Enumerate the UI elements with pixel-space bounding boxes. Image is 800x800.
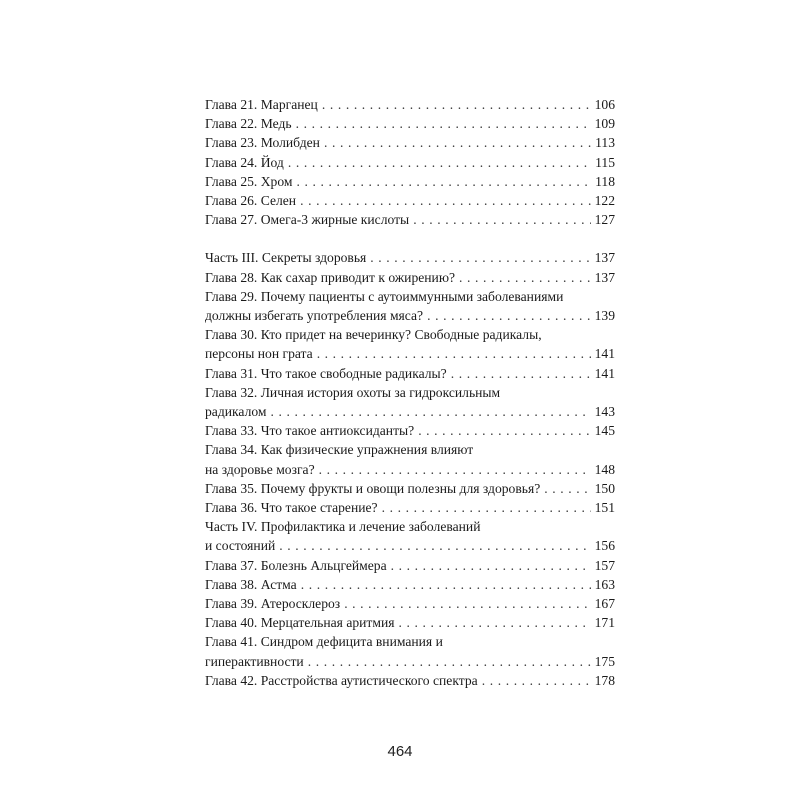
toc-entry-title: Глава 36. Что такое старение? <box>205 500 378 516</box>
page-number: 464 <box>387 743 413 760</box>
toc-entry-line <box>205 632 615 651</box>
toc-entry <box>205 364 615 383</box>
toc-entry-line <box>205 95 615 114</box>
toc-entry <box>205 287 615 325</box>
toc-entry-page: 167 <box>594 596 615 612</box>
toc-dot-leader <box>413 210 590 229</box>
toc-entry <box>205 248 615 267</box>
toc-entry-title: должны избегать употребления мяса? <box>205 308 424 324</box>
toc-entry-line <box>205 344 615 363</box>
toc-entry-title: Глава 29. Почему пациенты с аутоиммунными заболеваниями <box>205 288 564 304</box>
toc-entry-page: 106 <box>594 97 615 112</box>
toc-entry <box>205 632 615 670</box>
toc-entry <box>205 383 615 421</box>
toc-entry-page: 163 <box>594 576 615 592</box>
toc-entry-line <box>205 306 615 325</box>
toc-entry-title: Глава 28. Как сахар приводит к ожирению? <box>205 269 456 285</box>
toc-entry-line <box>205 498 615 517</box>
toc-dot-leader <box>482 671 591 690</box>
table-of-contents <box>205 95 615 690</box>
toc-entry-page: 137 <box>594 250 615 266</box>
toc-entry-page: 145 <box>594 423 615 439</box>
toc-entry-title: гиперактивности <box>205 653 304 669</box>
toc-entry-title: Глава 24. Йод <box>205 154 284 170</box>
toc-entry <box>205 95 615 114</box>
toc-entry-line <box>205 536 615 555</box>
toc-entry-line <box>205 210 615 229</box>
toc-dot-leader <box>322 95 591 114</box>
toc-entry-title: Глава 25. Хром <box>205 173 293 189</box>
toc-dot-leader <box>308 652 591 671</box>
toc-entry <box>205 671 615 690</box>
toc-entry-title: Глава 38. Астма <box>205 576 297 592</box>
toc-entry-line <box>205 364 615 383</box>
toc-dot-leader <box>279 536 590 555</box>
toc-entry-title: Глава 21. Марганец <box>205 97 318 112</box>
toc-entry-title: Глава 42. Расстройства аутистического спектра <box>205 672 478 688</box>
toc-dot-leader <box>382 498 591 517</box>
toc-entry-line <box>205 248 615 267</box>
toc-entry-title: Глава 32. Личная история охоты за гидроксильным <box>205 384 501 400</box>
toc-entry-page: 139 <box>594 308 615 324</box>
toc-dot-leader <box>459 268 591 287</box>
toc-entry-page: 141 <box>594 346 615 362</box>
toc-entry-line <box>205 671 615 690</box>
toc-entry <box>205 594 615 613</box>
toc-entry-line <box>205 517 615 536</box>
toc-dot-leader <box>427 306 591 325</box>
toc-entry-page: 151 <box>594 500 615 516</box>
toc-entry-line <box>205 133 615 152</box>
toc-entry <box>205 325 615 363</box>
toc-entry-page: 156 <box>594 538 615 554</box>
toc-entry-title: радикалом <box>205 404 267 420</box>
toc-group-health <box>205 248 615 690</box>
toc-entry <box>205 613 615 632</box>
toc-dot-leader <box>370 248 590 267</box>
toc-dot-leader <box>544 479 590 498</box>
toc-group-minerals <box>205 95 615 229</box>
toc-entry-line <box>205 613 615 632</box>
toc-entry <box>205 191 615 210</box>
toc-entry-line <box>205 460 615 479</box>
toc-entry-page: 115 <box>595 154 615 170</box>
toc-entry-title: на здоровье мозга? <box>205 461 315 477</box>
toc-entry-line <box>205 421 615 440</box>
toc-entry-title: Глава 30. Кто придет на вечеринку? Свободные радикалы, <box>205 327 542 343</box>
toc-entry <box>205 210 615 229</box>
toc-dot-leader <box>288 153 591 172</box>
toc-entry-line <box>205 556 615 575</box>
toc-entry-title: Глава 34. Как физические упражнения влияют <box>205 442 474 458</box>
toc-entry-title: Глава 22. Медь <box>205 116 292 132</box>
toc-entry-page: 178 <box>594 672 615 688</box>
toc-entry-line <box>205 325 615 344</box>
toc-entry-title: Часть IV. Профилактика и лечение заболеваний <box>205 519 481 535</box>
toc-entry-page: 118 <box>595 173 615 189</box>
toc-entry-title: Глава 39. Атеросклероз <box>205 596 341 612</box>
toc-entry-page: 143 <box>594 404 615 420</box>
toc-entry-page: 109 <box>594 116 615 132</box>
toc-entry <box>205 479 615 498</box>
toc-entry-title: Глава 33. Что такое антиоксиданты? <box>205 423 415 439</box>
toc-entry-title: Глава 27. Омега-3 жирные кислоты <box>205 212 410 228</box>
toc-entry-title: Глава 26. Селен <box>205 193 297 209</box>
toc-entry-line <box>205 191 615 210</box>
toc-entry-page: 127 <box>594 212 615 228</box>
toc-entry-title: Глава 31. Что такое свободные радикалы? <box>205 365 447 381</box>
toc-entry-page: 122 <box>594 193 615 209</box>
toc-dot-leader <box>324 133 591 152</box>
toc-entry-line <box>205 268 615 287</box>
toc-entry-page: 113 <box>595 135 615 151</box>
toc-entry-line <box>205 479 615 498</box>
toc-entry-title: Часть III. Секреты здоровья <box>205 250 367 266</box>
toc-entry-line <box>205 153 615 172</box>
toc-entry-title: персоны нон грата <box>205 346 313 362</box>
toc-entry-title: Глава 41. Синдром дефицита внимания и <box>205 634 443 650</box>
toc-entry-line <box>205 402 615 421</box>
toc-dot-leader <box>399 613 591 632</box>
toc-entry <box>205 440 615 478</box>
toc-dot-leader <box>301 575 591 594</box>
toc-dot-leader <box>418 421 590 440</box>
toc-entry-page: 141 <box>594 365 615 381</box>
toc-dot-leader <box>296 114 591 133</box>
toc-entry-title: Глава 40. Мерцательная аритмия <box>205 615 395 631</box>
toc-entry <box>205 517 615 555</box>
toc-dot-leader <box>391 556 591 575</box>
toc-entry-page: 137 <box>594 269 615 285</box>
toc-dot-leader <box>296 172 591 191</box>
toc-entry-line <box>205 287 615 306</box>
toc-dot-leader <box>271 402 591 421</box>
toc-entry-line <box>205 594 615 613</box>
toc-entry <box>205 575 615 594</box>
toc-entry-title: Глава 37. Болезнь Альцгеймера <box>205 557 387 573</box>
toc-entry-page: 171 <box>594 615 615 631</box>
toc-entry <box>205 172 615 191</box>
toc-entry-title: и состояний <box>205 538 276 554</box>
toc-dot-leader <box>317 344 591 363</box>
toc-entry <box>205 114 615 133</box>
toc-entry-line <box>205 652 615 671</box>
toc-entry <box>205 556 615 575</box>
toc-dot-leader <box>300 191 591 210</box>
toc-entry-page: 148 <box>594 461 615 477</box>
toc-entry-line <box>205 383 615 402</box>
toc-entry <box>205 133 615 152</box>
toc-entry <box>205 153 615 172</box>
toc-entry-page: 175 <box>594 653 615 669</box>
toc-entry-line <box>205 440 615 459</box>
toc-entry-line <box>205 114 615 133</box>
toc-entry <box>205 421 615 440</box>
toc-section-gap <box>205 229 615 248</box>
toc-entry-page: 157 <box>594 557 615 573</box>
toc-dot-leader <box>451 364 591 383</box>
toc-entry <box>205 268 615 287</box>
toc-entry-title: Глава 35. Почему фрукты и овощи полезны для здоровья? <box>205 480 541 496</box>
toc-dot-leader <box>344 594 590 613</box>
toc-dot-leader <box>319 460 591 479</box>
toc-entry-line <box>205 172 615 191</box>
toc-entry-page: 150 <box>594 480 615 496</box>
toc-entry-line <box>205 575 615 594</box>
toc-entry <box>205 498 615 517</box>
toc-entry-title: Глава 23. Молибден <box>205 135 320 151</box>
